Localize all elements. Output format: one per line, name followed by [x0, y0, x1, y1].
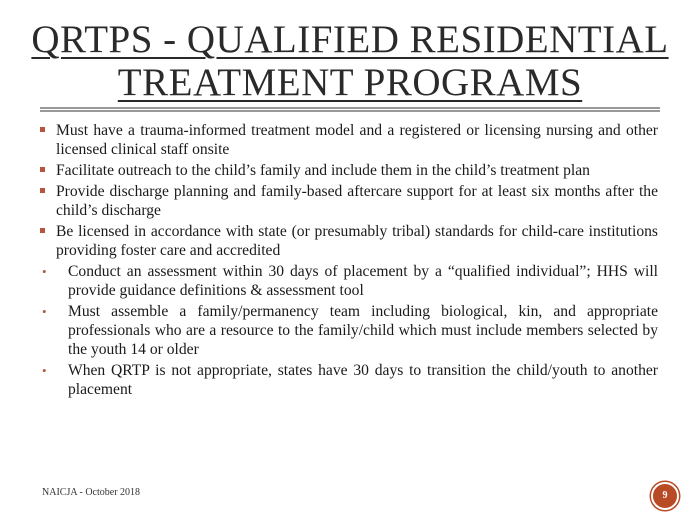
bullet-item: Facilitate outreach to the child’s family and include them in the child’s treatment plan — [40, 161, 658, 180]
bullet-item: Must have a trauma-informed treatment model and a registered or licensing nursing and other licensed clinical staff onsite — [40, 121, 658, 159]
slide-title-line-2: TREATMENT PROGRAMS — [117, 61, 583, 104]
bullet-item: • Must assemble a family/permanency team including biological, kin, and appropriate professionals who are a resource to the family/child which must include members selected by the youth 14 or older — [40, 302, 658, 359]
bullet-item: • When QRTP is not appropriate, states have 30 days to transition the child/youth to another placement — [40, 361, 658, 399]
slide-title-line-1: QRTPS - QUALIFIED RESIDENTIAL — [31, 18, 669, 61]
bullet-list — [40, 121, 658, 401]
slide-title — [0, 18, 700, 104]
footer-text: NAICJA - October 2018 — [42, 487, 141, 498]
page-number-badge: 9 — [651, 482, 679, 510]
bullet-item: Be licensed in accordance with state (or presumably tribal) standards for child-care institutions providing foster care and accredited — [40, 222, 658, 260]
bullet-item: • Conduct an assessment within 30 days of placement by a “qualified individual”; HHS will provide guidance definitions & assessment tool — [40, 262, 658, 300]
bullet-item: Provide discharge planning and family-based aftercare support for at least six months after the child’s discharge — [40, 182, 658, 220]
